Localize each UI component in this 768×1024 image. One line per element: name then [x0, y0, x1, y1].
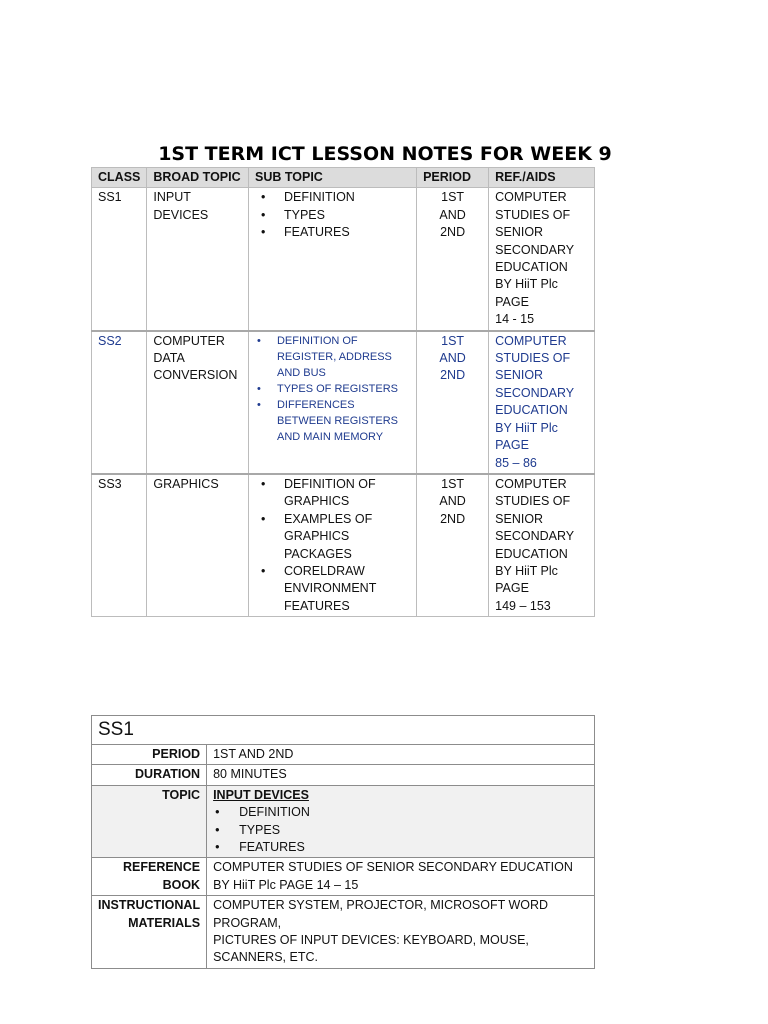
period-line: 1ST	[441, 333, 465, 348]
class-cell: SS2	[92, 331, 147, 474]
ref-aids-cell	[489, 188, 595, 331]
class-cell: SS1	[92, 188, 147, 331]
sub-topic-cell	[248, 331, 416, 474]
period-value: 1ST AND 2ND	[207, 745, 595, 765]
ref-line: BY HiiT Plc PAGE	[495, 563, 558, 596]
period-line: 1ST	[441, 476, 465, 491]
period-line: 1ST	[441, 190, 465, 205]
broad-topic-cell: GRAPHICS	[147, 474, 249, 617]
broad-topic-cell	[147, 331, 249, 474]
header-broad-topic: BROAD TOPIC	[147, 168, 249, 188]
ref-line: EDUCATION	[495, 546, 568, 561]
period-line: 2ND	[440, 511, 466, 526]
reference-value-line: BY HiiT Plc PAGE 14 – 15	[213, 877, 359, 892]
plan-header-row	[92, 168, 595, 188]
ref-line: BY HiiT Plc PAGE	[495, 277, 558, 309]
lesson-detail-table	[91, 715, 595, 969]
period-row	[92, 745, 595, 765]
ref-line: STUDIES OF	[495, 351, 571, 366]
ref-line: COMPUTER	[495, 476, 567, 491]
sub-topic-list	[255, 189, 410, 241]
ref-line: BY HiiT Plc PAGE	[495, 420, 558, 453]
table-row	[92, 474, 595, 617]
ref-line: SECONDARY	[495, 529, 575, 544]
ref-line: 85 – 86	[495, 455, 537, 470]
broad-topic-line: DATA	[153, 351, 185, 366]
ref-line: SENIOR	[495, 225, 544, 240]
period-label: PERIOD	[92, 745, 207, 765]
materials-label-line: MATERIALS	[128, 915, 201, 930]
topic-list	[213, 804, 588, 856]
sub-topic-cell	[248, 474, 416, 617]
reference-value	[207, 858, 595, 896]
reference-label-line: BOOK	[162, 877, 201, 892]
period-line: AND	[439, 207, 466, 222]
list-item: • DEFINITION OF REGISTER, ADDRESS AND BUS	[255, 333, 410, 381]
list-item: • DEFINITION	[213, 804, 588, 821]
class-cell: SS3	[92, 474, 147, 617]
ref-line: EDUCATION	[495, 260, 568, 275]
reference-value-line: COMPUTER STUDIES OF SENIOR SECONDARY EDUCATION	[213, 860, 573, 875]
period-cell	[417, 331, 489, 474]
list-item: • DEFINITION	[255, 189, 410, 206]
reference-label	[92, 858, 207, 896]
lesson-plan-table	[91, 167, 595, 617]
list-item: • DIFFERENCES BETWEEN REGISTERS AND MAIN MEMORY	[255, 397, 410, 445]
sub-topic-list	[255, 333, 410, 445]
header-ref-aids: REF./AIDS	[489, 168, 595, 188]
detail-heading-row	[92, 716, 595, 745]
materials-value-line: COMPUTER SYSTEM, PROJECTOR, MICROSOFT WORD PROGRAM,	[213, 898, 549, 930]
materials-value-line: PICTURES OF INPUT DEVICES: KEYBOARD, MOUSE, SCANNERS, ETC.	[213, 933, 529, 965]
sub-topic-list	[255, 476, 410, 615]
list-item: • TYPES	[213, 822, 588, 839]
period-line: 2ND	[440, 368, 466, 383]
period-line: 2ND	[440, 225, 466, 240]
ref-line: SECONDARY	[495, 385, 575, 400]
list-item: • EXAMPLES OF GRAPHICS PACKAGES	[255, 511, 410, 563]
ref-line: 149 – 153	[495, 598, 551, 613]
header-period: PERIOD	[417, 168, 489, 188]
ref-line: SENIOR	[495, 511, 544, 526]
materials-value	[207, 896, 595, 969]
ref-line: STUDIES OF	[495, 494, 571, 509]
list-item: • FEATURES	[255, 224, 410, 241]
ref-line: STUDIES OF	[495, 207, 571, 222]
ref-line: SENIOR	[495, 368, 544, 383]
sub-topic-cell	[248, 188, 416, 331]
topic-value	[207, 785, 595, 858]
topic-label: TOPIC	[92, 785, 207, 858]
duration-value: 80 MINUTES	[207, 765, 595, 785]
list-item: • FEATURES	[213, 839, 588, 856]
ref-aids-cell	[489, 474, 595, 617]
ref-line: 14 - 15	[495, 312, 535, 327]
class-heading: SS1	[92, 716, 595, 745]
header-class: CLASS	[92, 168, 147, 188]
topic-title: INPUT DEVICES	[213, 787, 309, 802]
period-cell	[417, 474, 489, 617]
table-row	[92, 331, 595, 474]
topic-row	[92, 785, 595, 858]
list-item: • DEFINITION OF GRAPHICS	[255, 476, 410, 511]
ref-line: COMPUTER	[495, 333, 567, 348]
broad-topic-cell: INPUT DEVICES	[147, 188, 249, 331]
reference-row	[92, 858, 595, 896]
list-item: • TYPES	[255, 207, 410, 224]
duration-row	[92, 765, 595, 785]
materials-label	[92, 896, 207, 969]
list-item: • CORELDRAW ENVIRONMENT FEATURES	[255, 563, 410, 615]
ref-line: COMPUTER	[495, 190, 567, 205]
reference-label-line: REFERENCE	[122, 860, 201, 875]
table-row	[92, 188, 595, 331]
period-cell	[417, 188, 489, 331]
ref-line: EDUCATION	[495, 403, 568, 418]
list-item: • TYPES OF REGISTERS	[255, 381, 410, 397]
period-line: AND	[439, 494, 466, 509]
duration-label: DURATION	[92, 765, 207, 785]
ref-line: SECONDARY	[495, 242, 575, 257]
broad-topic-line: CONVERSION	[153, 368, 238, 383]
period-line: AND	[439, 351, 466, 366]
materials-row	[92, 896, 595, 969]
materials-label-line: INSTRUCTIONAL	[98, 898, 201, 913]
header-sub-topic: SUB TOPIC	[248, 168, 416, 188]
broad-topic-line: COMPUTER	[153, 333, 225, 348]
page-title: 1ST TERM ICT LESSON NOTES FOR WEEK 9	[158, 143, 612, 165]
ref-aids-cell	[489, 331, 595, 474]
